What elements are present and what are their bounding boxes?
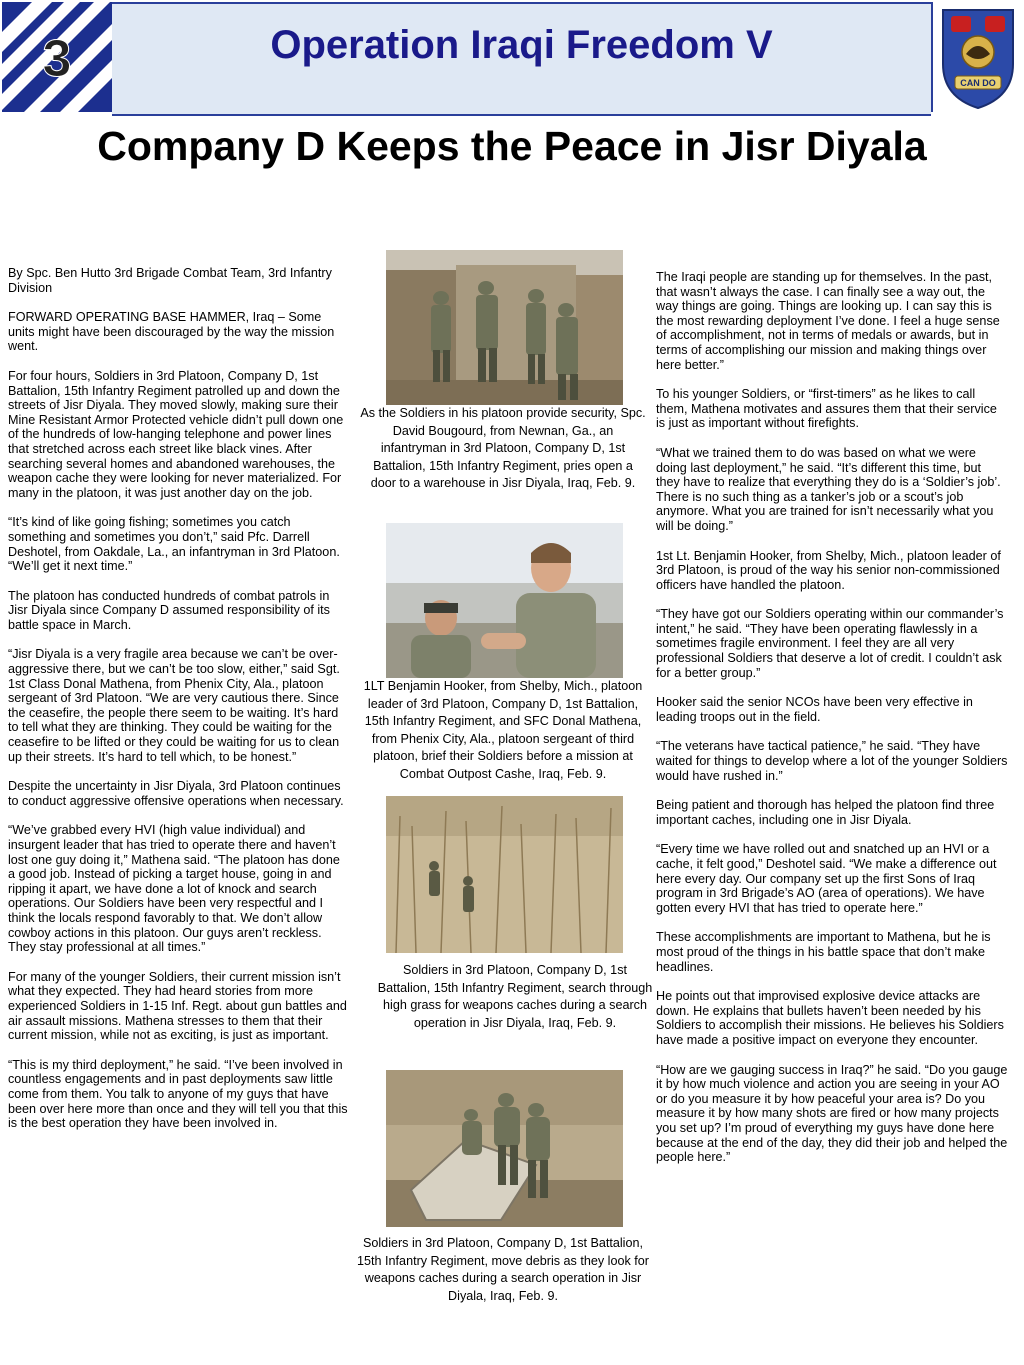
paragraph: “They have got our Soldiers operating within our commander’s intent,” he said. “They have been operating flawlessly in a sometimes fragile environment. I feel they are all very professional Soldiers that deserve a lot of credit. I couldn’t ask for a better group.” (656, 607, 1004, 680)
paragraph: FORWARD OPERATING BASE HAMMER, Iraq – Some units might have been discouraged by the way the mission went. (8, 310, 335, 354)
paragraph: “What we trained them to do was based on what we were doing last deployment,” he said. “It’s different this time, but they have to realize that everything they do is a ‘Soldier’s job’. There is no such thing as a tanker’s job or a scout’s job anymore. What you are trained for isn’t necessarily what you will be doing.” (656, 445, 1001, 533)
paragraph: “Jisr Diyala is a very fragile area because we can’t be over-aggressive there, but we can’t be too slow, either,” said Sgt. 1st Class Donal Mathena, from Phenix City, Ala., platoon sergeant of 3rd Platoon. “We are very cautious there. Since the ceasefire, the people there seem to be waiting. It’s hard to tell what they are thinking. They could be waiting for the ceasefire to be lifted or they could be waiting for us to clean up their streets. It’s hard to tell which, to be honest.” (8, 647, 340, 764)
article-headline: Company D Keeps the Peace in Jisr Diyala (97, 123, 927, 169)
photo-briefing (386, 523, 623, 678)
division-patch-logo (2, 2, 112, 112)
paragraph: Despite the uncertainty in Jisr Diyala, 3rd Platoon continues to conduct aggressive offensive operations when necessary. (8, 779, 344, 808)
photo-warehouse-door (386, 250, 623, 405)
paragraph: These accomplishments are important to Mathena, but he is most proud of the things in his battle space that don’t make headlines. (656, 930, 991, 974)
paragraph: The platoon has conducted hundreds of combat patrols in Jisr Diyala since Company D assumed responsibility of its battle space in March. (8, 588, 330, 632)
paragraph: For many of the younger Soldiers, their current mission isn’t what they expected. They had heard stories from more experienced Soldiers in 1-15 Inf. Regt. about gun battles and air assault missions. Mathena stresses to them that their current mission, while not as exciting, is just as important. (8, 969, 347, 1043)
photo-moving-debris (386, 1070, 623, 1227)
crest-motto: CAN DO (960, 78, 996, 88)
paragraph: He points out that improvised explosive device attacks are down. He explains that bullets haven’t been needed by his Soldiers to accomplish their missions. He believes his Soldiers have made a positive impact on everyone they encounter. (656, 989, 1004, 1047)
photo-caption: Soldiers in 3rd Platoon, Company D, 1st Battalion, 15th Infantry Regiment, move debris as they look for weapons caches during a search operation in Jisr Diyala, Iraq, Feb. 9. (357, 1236, 649, 1303)
paragraph: Being patient and thorough has helped the platoon find three important caches, including one in Jisr Diyala. (656, 798, 995, 827)
paragraph: 1st Lt. Benjamin Hooker, from Shelby, Mich., platoon leader of 3rd Platoon, is proud of the way his senior non-commissioned officers have handled the platoon. (656, 548, 1001, 592)
left-text-column (8, 266, 350, 1146)
paragraph: “The veterans have tactical patience,” he said. “They have waited for things to develop where a lot of the younger Soldiers would have rushed in.” (656, 739, 1008, 783)
logo-numeral: 3 (42, 30, 72, 88)
right-text-column (656, 270, 1008, 1180)
paragraph: Hooker said the senior NCOs have been very effective in leading troops out in the field. (656, 695, 973, 724)
photo-high-grass (386, 796, 623, 953)
paragraph: “How are we gauging success in Iraq?” he said. “Do you gauge it by how much violence and action you are seeing in your AO or do you measure it by how peaceful your area is? Do you measure it by how many shots are fired or how many projects you set up? I’m proud of everything my guys have done here because at the end of the day, they did their job and helped the people here.” (656, 1062, 1008, 1165)
paragraph: By Spc. Ben Hutto 3rd Brigade Combat Team, 3rd Infantry Division (8, 266, 332, 295)
paragraph: “We’ve grabbed every HVI (high value individual) and insurgent leader that has tried to operate there and haven’t lost one guy doing it,” Mathena said. “The platoon has done a good job. Instead of picking a target house, going in and ripping it apart, we have done a lot of knock and search operations. Our Soldiers have been very respectful and I think the locals respond favorably to that. We don’t allow cowboy actions in this platoon. Our guys aren’t reckless. They stay professional at all times.” (8, 823, 340, 955)
paragraph: The Iraqi people are standing up for themselves. In the past, that wasn’t always the case. I can finally see a way out, the way things are going. Things are looking up. I can say this is the most rewarding deployment I’ve done. I feel a huge sense of accomplishment, not in terms of medals or awards, but in terms of accomplishing our mission and making things over here better.” (656, 270, 1000, 372)
paragraph: “It’s kind of like going fishing; sometimes you catch something and sometimes you don’t,” said Pfc. Darrell Deshotel, from Oakdale, La., an infantryman in 3rd Platoon. “We’ll get it next time.” (8, 515, 340, 574)
photo-caption: Soldiers in 3rd Platoon, Company D, 1st Battalion, 15th Infantry Regiment, search through high grass for weapons caches during a search operation in Jisr Diyala, Iraq, Feb. 9. (377, 963, 653, 1030)
photo-caption: 1LT Benjamin Hooker, from Shelby, Mich., platoon leader of 3rd Platoon, Company D, 1st Battalion, 15th Infantry Regiment, and SFC Donal Mathena, from Phenix City, Ala., platoon sergeant of third platoon, brief their Soldiers before a mission at Combat Outpost Cashe, Iraq, Feb. 9. (363, 679, 643, 781)
header-title: Operation Iraqi Freedom V (270, 23, 773, 67)
photo-caption: As the Soldiers in his platoon provide security, Spc. David Bougourd, from Newnan, Ga., an infantryman in 3rd Platoon, Company D, 1st Battalion, 15th Infantry Regiment, pries open a door to a warehouse in Jisr Diyala, Iraq, Feb. 9. (360, 406, 646, 491)
paragraph: “Every time we have rolled out and snatched up an HVI or a cache, it felt good,” Deshotel said. “We make a difference out here every day. Our company set up the first Sons of Iraq program in 3rd Brigade’s AO (area of operations). We have gotten every HVI that has tried to operate here.” (656, 842, 997, 915)
page-banner (0, 0, 1024, 115)
unit-crest-logo (931, 2, 1023, 112)
paragraph: To his younger Soldiers, or “first-timers” as he likes to call them, Mathena motivates and assures them that their service is just as important without firefights. (656, 387, 997, 431)
paragraph: “This is my third deployment,” he said. “I’ve been involved in countless engagements and in past deployments saw little come from them. You talk to anyone of my guys that have been over here more than once and they will tell you that this is the best operation they have been involved in. (8, 1057, 348, 1131)
paragraph: For four hours, Soldiers in 3rd Platoon, Company D, 1st Battalion, 15th Infantry Regiment patrolled up and down the streets of Jisr Diyala. They moved slowly, making sure their Mine Resistant Armor Protected vehicle didn’t pull down one of the hundreds of low-hanging telephone and power lines that stretched across each street like black vines. After searching several homes and abandoned warehouses, the weapon cache they were looking for never materialized. For many in the platoon, it was just another day on the job. (8, 368, 344, 500)
